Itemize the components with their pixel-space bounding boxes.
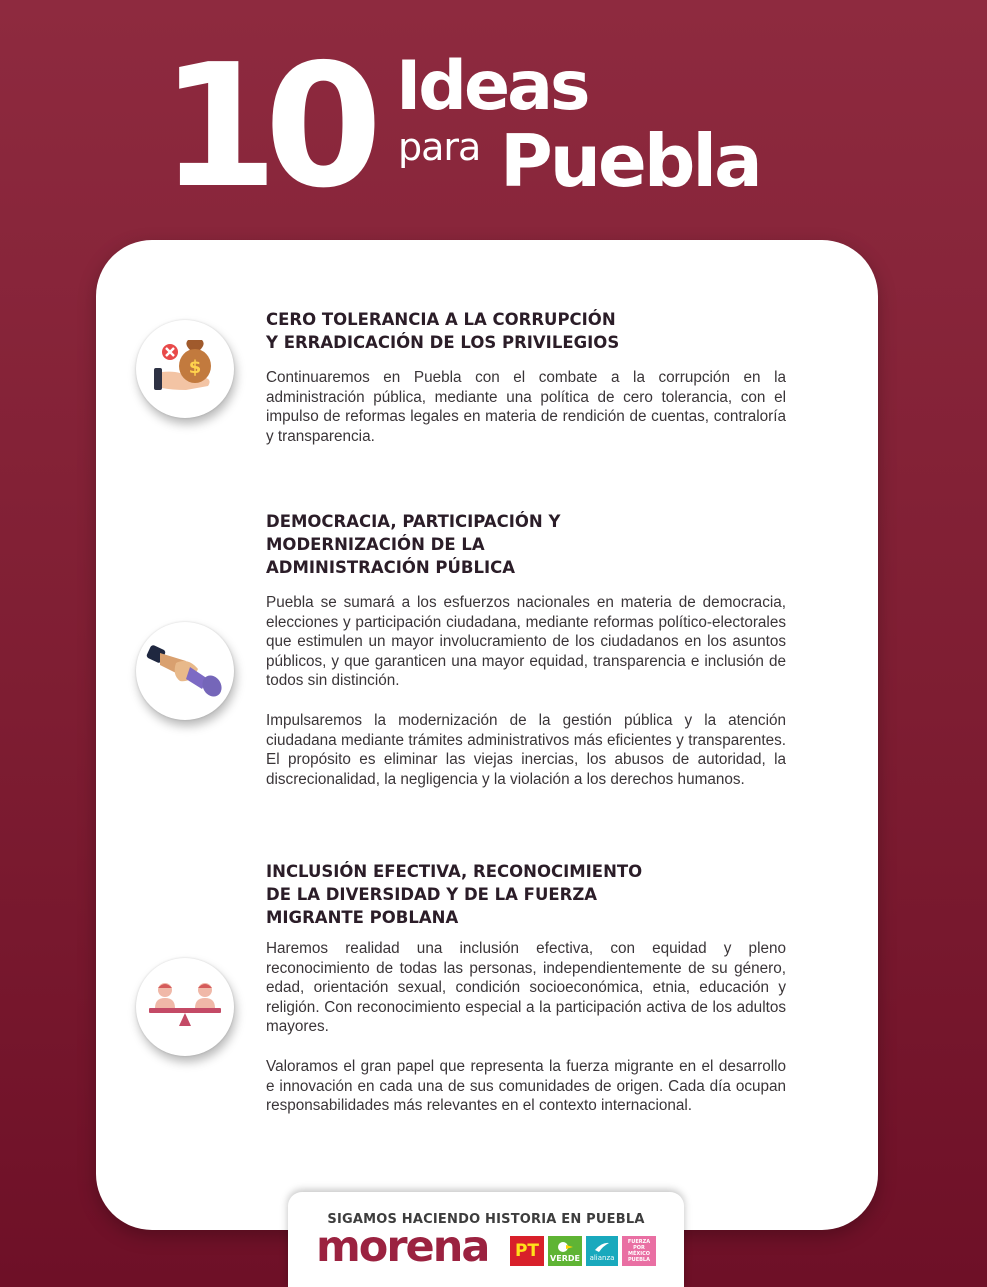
verde-logo (548, 1236, 582, 1266)
equality-scale-people-icon (145, 980, 225, 1035)
icon-circle-2 (136, 622, 234, 720)
section-democracy (266, 510, 786, 789)
alianza-logo (586, 1236, 618, 1266)
section-paragraph: Puebla se sumará a los esfuerzos nacionales en materia de democracia, elecciones y participación ciudadana, mediante reformas político-electorales que estimulen un mayor involucramiento de los ciudadanos en los asuntos públicos, y que garanticen una mayor equidad, transparencia e inclusión de todos sin distinción. (266, 594, 786, 690)
section-title-line: MODERNIZACIÓN DE LA (266, 535, 485, 554)
section-paragraph: Haremos realidad una inclusión efectiva, con equidad y pleno reconocimiento de todas las personas, independientemente de su género, edad, orientación sexual, condición socioeconómica, etnia, educación y religión. Con reconocimiento especial a la participación activa de los adultos mayores. (266, 940, 786, 1036)
section-paragraph: Continuaremos en Puebla con el combate a la corrupción en la administración pública, mediante una política de cero tolerancia, con el impulso de reformas legales en materia de rendición de cuentas, contraloría y transparencia. (266, 369, 786, 445)
toucan-icon (557, 1240, 573, 1254)
footer-slogan: SIGAMOS HACIENDO HISTORIA EN PUEBLA (327, 1212, 645, 1227)
icon-circle-3 (136, 958, 234, 1056)
pt-logo: PT (510, 1236, 544, 1266)
section-paragraph: Impulsaremos la modernización de la gestión pública y la atención ciudadana mediante trámites administrativos más eficientes y transparentes. El propósito es eliminar las viejas inercias, los abusos de autoridad, la discrecionalidad, la negligencia y la violación a los derechos humanos. (266, 711, 786, 788)
title-ideas: Ideas (396, 47, 588, 126)
section-title (266, 510, 786, 579)
alianza-label: alianza (589, 1254, 615, 1262)
page-title (160, 28, 840, 226)
verde-label: VERDE (550, 1253, 580, 1263)
handshake-icon (146, 639, 224, 704)
section-title-line: DEMOCRACIA, PARTICIPACIÓN Y (266, 512, 561, 531)
section-title-line: Y ERRADICACIÓN DE LOS PRIVILEGIOS (266, 333, 620, 352)
content-card (96, 240, 878, 1230)
svg-text:$: $ (188, 356, 202, 378)
title-puebla: Puebla (500, 119, 760, 203)
title-para: para (398, 125, 481, 169)
section-title-line: INCLUSIÓN EFECTIVA, RECONOCIMIENTO (266, 862, 643, 881)
section-paragraph: Valoramos el gran papel que representa la fuerza migrante en el desarrollo e innovación en cada una de sus comunidades de origen. Cada día ocupan responsabilidades más relevantes en el contexto internacional. (266, 1057, 786, 1115)
section-corruption (266, 308, 786, 446)
section-title-line: ADMINISTRACIÓN PÚBLICA (266, 558, 516, 577)
money-bag-hand-icon (150, 334, 220, 405)
swoosh-icon (593, 1240, 611, 1254)
section-title-line: CERO TOLERANCIA A LA CORRUPCIÓN (266, 310, 616, 329)
section-title (266, 308, 786, 354)
section-inclusion (266, 860, 786, 1116)
section-title-line: MIGRANTE POBLANA (266, 908, 459, 927)
fuerza-logo (622, 1236, 656, 1266)
section-title-line: DE LA DIVERSIDAD Y DE LA FUERZA (266, 885, 598, 904)
title-number: 10 (160, 28, 369, 226)
footer-banner (288, 1192, 684, 1287)
morena-logo: morena (316, 1222, 489, 1272)
fuerza-label: FUERZA POR MÉXICO PUEBLA (627, 1239, 651, 1263)
icon-circle-1 (136, 320, 234, 418)
section-title (266, 860, 786, 929)
